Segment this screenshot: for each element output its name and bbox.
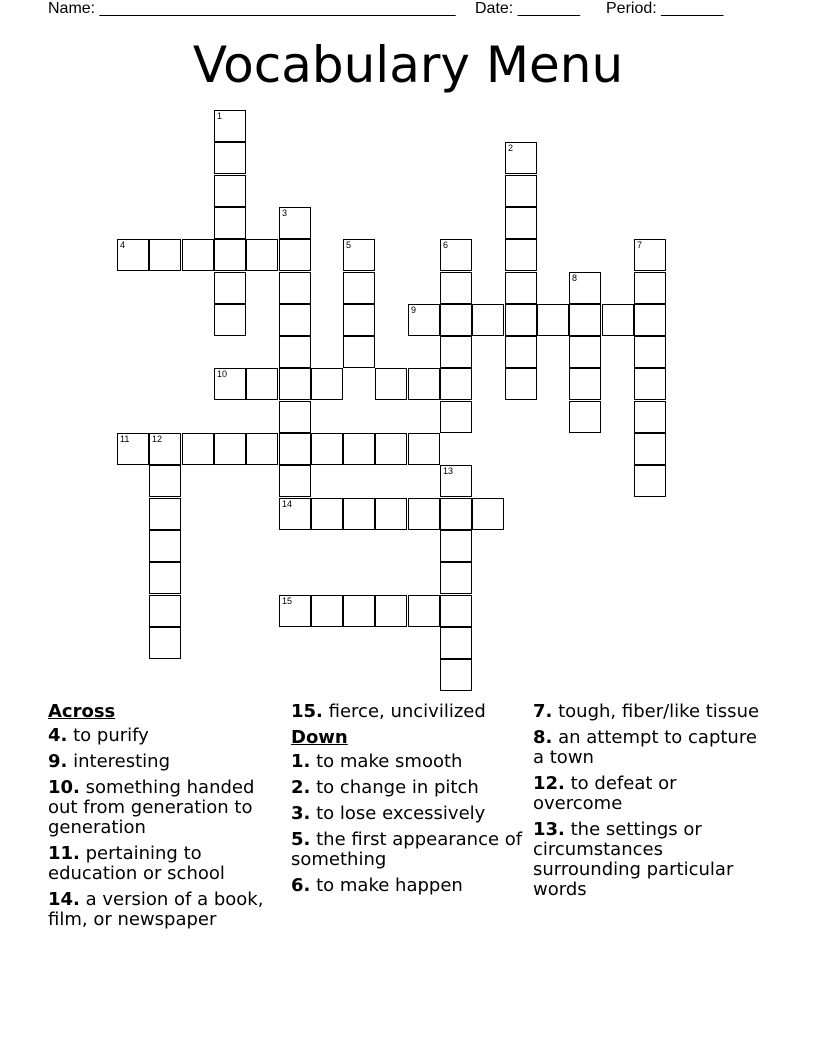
cell-number: 7 (637, 240, 643, 250)
crossword-cell[interactable] (214, 110, 246, 142)
clue-text: to purify (73, 725, 149, 746)
cell-number: 12 (152, 434, 163, 444)
period-field[interactable]: Period: _______ (606, 0, 724, 17)
crossword-cell[interactable] (343, 336, 375, 368)
crossword-cell[interactable] (279, 239, 311, 271)
crossword-cell[interactable] (505, 304, 537, 336)
cell-number: 13 (443, 466, 454, 476)
cell-number: 2 (508, 143, 514, 153)
clue-across-15 (291, 702, 527, 722)
clue-number: 11. (48, 843, 80, 864)
clue-number: 12. (533, 773, 565, 794)
clue-number: 7. (533, 701, 553, 722)
crossword-cell[interactable] (149, 627, 181, 659)
crossword-cell[interactable] (440, 368, 472, 400)
clue-down-2 (291, 778, 527, 798)
crossword-cell[interactable] (279, 498, 311, 530)
crossword-cell[interactable] (214, 272, 246, 304)
crossword-cell[interactable] (214, 433, 246, 465)
clue-text: a version of a book, film, or newspaper (48, 889, 264, 930)
across-heading: Across (48, 701, 116, 722)
cell-number: 8 (572, 273, 578, 283)
crossword-cell[interactable] (246, 368, 278, 400)
cell-number: 15 (282, 596, 293, 606)
crossword-cell[interactable] (634, 368, 666, 400)
crossword-cell[interactable] (279, 595, 311, 627)
crossword-cell[interactable] (246, 433, 278, 465)
clue-across-9 (48, 752, 284, 772)
cell-number: 6 (443, 240, 449, 250)
crossword-cell[interactable] (149, 595, 181, 627)
crossword-cell[interactable] (440, 562, 472, 594)
crossword-cell[interactable] (440, 659, 472, 691)
crossword-cell[interactable] (279, 272, 311, 304)
crossword-cell[interactable] (343, 272, 375, 304)
clue-number: 3. (291, 803, 311, 824)
crossword-cell[interactable] (634, 433, 666, 465)
clue-number: 8. (533, 727, 553, 748)
clue-number: 5. (291, 829, 311, 850)
crossword-cell[interactable] (311, 368, 343, 400)
crossword-cell[interactable] (246, 239, 278, 271)
crossword-cell[interactable] (279, 401, 311, 433)
crossword-cell[interactable] (440, 498, 472, 530)
crossword-cell[interactable] (311, 595, 343, 627)
crossword-cell[interactable] (440, 304, 472, 336)
page-title: Vocabulary Menu (192, 36, 624, 94)
crossword-cell[interactable] (505, 368, 537, 400)
crossword-cell[interactable] (214, 207, 246, 239)
crossword-cell[interactable] (440, 239, 472, 271)
crossword-cell[interactable] (634, 465, 666, 497)
clue-number: 6. (291, 875, 311, 896)
crossword-cell[interactable] (569, 304, 601, 336)
clue-down-13 (533, 820, 769, 900)
clue-text: to make happen (316, 875, 463, 896)
clue-down-12 (533, 774, 769, 814)
crossword-cell[interactable] (279, 433, 311, 465)
clues-column-2 (291, 702, 527, 902)
crossword-cell[interactable] (634, 401, 666, 433)
clue-down-7 (533, 702, 769, 722)
crossword-cell[interactable] (343, 595, 375, 627)
crossword-cell[interactable] (634, 239, 666, 271)
clue-text: tough, fiber/like tissue (558, 701, 760, 722)
cell-number: 3 (282, 208, 288, 218)
clue-text: to lose excessively (316, 803, 486, 824)
crossword-cell[interactable] (440, 336, 472, 368)
crossword-cell[interactable] (440, 401, 472, 433)
clue-number: 2. (291, 777, 311, 798)
clue-text: to change in pitch (316, 777, 479, 798)
crossword-cell[interactable] (149, 239, 181, 271)
clue-number: 15. (291, 701, 323, 722)
crossword-cell[interactable] (472, 498, 504, 530)
cell-number: 9 (411, 305, 417, 315)
clues-column-1 (48, 702, 284, 936)
clue-text: interesting (73, 751, 170, 772)
clue-number: 9. (48, 751, 68, 772)
crossword-cell[interactable] (408, 304, 440, 336)
clue-text: the settings or circumstances surrounding particular words (533, 819, 734, 900)
name-field[interactable]: Name: ________________________________________ (48, 0, 456, 17)
crossword-cell[interactable] (343, 239, 375, 271)
crossword-cell[interactable] (149, 530, 181, 562)
clue-across-4 (48, 726, 284, 746)
crossword-cell[interactable] (214, 142, 246, 174)
cell-number: 14 (282, 499, 293, 509)
clue-number: 4. (48, 725, 68, 746)
crossword-cell[interactable] (214, 175, 246, 207)
cell-number: 4 (120, 240, 126, 250)
crossword-cell[interactable] (505, 142, 537, 174)
crossword-cell[interactable] (440, 530, 472, 562)
clue-down-1 (291, 752, 527, 772)
crossword-cell[interactable] (408, 498, 440, 530)
crossword-cell[interactable] (408, 368, 440, 400)
crossword-cell[interactable] (279, 336, 311, 368)
crossword-cell[interactable] (440, 465, 472, 497)
clue-text: an attempt to capture a town (533, 727, 757, 768)
crossword-cell[interactable] (408, 595, 440, 627)
crossword-cell[interactable] (569, 272, 601, 304)
crossword-cell[interactable] (375, 595, 407, 627)
clue-text: fierce, uncivilized (328, 701, 486, 722)
crossword-cell[interactable] (634, 304, 666, 336)
crossword-cell[interactable] (279, 465, 311, 497)
crossword-cell[interactable] (149, 433, 181, 465)
crossword-cell[interactable] (505, 207, 537, 239)
crossword-cell[interactable] (214, 304, 246, 336)
crossword-cell[interactable] (343, 433, 375, 465)
crossword-cell[interactable] (569, 401, 601, 433)
crossword-cell[interactable] (440, 627, 472, 659)
crossword-cell[interactable] (214, 368, 246, 400)
down-heading: Down (291, 727, 348, 748)
crossword-cell[interactable] (279, 207, 311, 239)
crossword-cell[interactable] (472, 304, 504, 336)
crossword-cell[interactable] (279, 304, 311, 336)
crossword-cell[interactable] (149, 498, 181, 530)
crossword-cell[interactable] (311, 498, 343, 530)
crossword-cell[interactable] (182, 433, 214, 465)
clue-text: pertaining to education or school (48, 843, 225, 884)
crossword-cell[interactable] (634, 272, 666, 304)
clue-text: to make smooth (316, 751, 463, 772)
clue-across-14 (48, 890, 284, 930)
crossword-cell[interactable] (375, 498, 407, 530)
cell-number: 10 (217, 369, 228, 379)
clues-column-3 (533, 702, 769, 906)
clue-down-8 (533, 728, 769, 768)
clue-number: 10. (48, 777, 80, 798)
crossword-cell[interactable] (440, 272, 472, 304)
crossword-cell[interactable] (569, 336, 601, 368)
clue-text: something handed out from generation to generation (48, 777, 255, 838)
clue-across-10 (48, 778, 284, 838)
crossword-cell[interactable] (505, 336, 537, 368)
crossword-cell[interactable] (343, 304, 375, 336)
crossword-cell[interactable] (343, 498, 375, 530)
date-field[interactable]: Date: _______ (475, 0, 580, 17)
clue-down-5 (291, 830, 527, 870)
crossword-cell[interactable] (537, 304, 569, 336)
crossword-cell[interactable] (311, 433, 343, 465)
clue-text: the first appearance of something (291, 829, 523, 870)
clue-number: 14. (48, 889, 80, 910)
crossword-cell[interactable] (505, 272, 537, 304)
crossword-cell[interactable] (117, 239, 149, 271)
clue-number: 13. (533, 819, 565, 840)
crossword-cell[interactable] (634, 336, 666, 368)
crossword-cell[interactable] (375, 433, 407, 465)
crossword-cell[interactable] (408, 433, 440, 465)
clue-number: 1. (291, 751, 311, 772)
crossword-cell[interactable] (149, 562, 181, 594)
clue-down-3 (291, 804, 527, 824)
crossword-cell[interactable] (440, 595, 472, 627)
crossword-cell[interactable] (569, 368, 601, 400)
crossword-cell[interactable] (279, 368, 311, 400)
crossword-cell[interactable] (182, 239, 214, 271)
cell-number: 1 (217, 111, 223, 121)
clue-across-11 (48, 844, 284, 884)
cell-number: 11 (120, 434, 130, 444)
crossword-cell[interactable] (149, 465, 181, 497)
cell-number: 5 (346, 240, 352, 250)
crossword-cell[interactable] (602, 304, 634, 336)
crossword-cell[interactable] (117, 433, 149, 465)
crossword-cell[interactable] (505, 239, 537, 271)
clue-text: to defeat or overcome (533, 773, 677, 814)
crossword-cell[interactable] (505, 175, 537, 207)
clue-down-6 (291, 876, 527, 896)
crossword-cell[interactable] (375, 368, 407, 400)
crossword-cell[interactable] (214, 239, 246, 271)
